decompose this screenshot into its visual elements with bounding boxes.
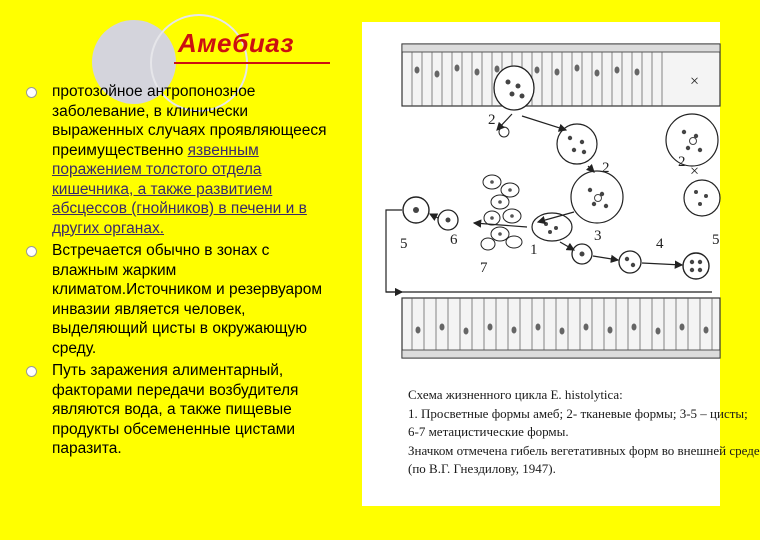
- label-2: 2: [678, 154, 686, 170]
- bullet-line: Путь заражения алиментарный,: [52, 362, 284, 379]
- link-text[interactable]: язвенным: [187, 141, 259, 159]
- label-6: 6: [450, 232, 458, 248]
- life-cycle-figure: [362, 22, 760, 506]
- bullet-line: факторами передачи возбудителя: [52, 381, 299, 399]
- caption-line: (по В.Г. Гнездилову, 1947).: [408, 461, 556, 476]
- link-text[interactable]: кишечника, а также развитием: [52, 180, 273, 198]
- bullet-line: протозойное антропонозное: [52, 83, 256, 100]
- cycle-arrows: [386, 114, 712, 292]
- death-mark: ×: [690, 163, 700, 180]
- lower-epithelium: [402, 298, 720, 358]
- bullet-line: продукты обсемененные цистами: [52, 420, 296, 438]
- bullet-line: выраженных случаях проявляющееся: [52, 122, 327, 139]
- death-mark: ×: [690, 73, 700, 90]
- title-underline: [174, 62, 330, 64]
- label-2: 2: [488, 112, 496, 128]
- caption-line: 6-7 метацистические формы.: [408, 424, 569, 439]
- lumen-forms: [481, 175, 572, 250]
- link-text[interactable]: поражением толстого отдела: [52, 161, 262, 178]
- figure-caption: [408, 386, 760, 479]
- bullet-icon: [26, 87, 37, 98]
- label-1: 1: [530, 242, 538, 258]
- bullet-line: [52, 141, 366, 161]
- bullet-item: [26, 241, 366, 358]
- bullet-line-text: преимущественно: [52, 141, 188, 159]
- bullet-line: выделяющий цисты в окружающую: [52, 320, 308, 337]
- bullet-line: паразита.: [52, 440, 122, 457]
- slide-title: Амебиаз: [178, 28, 294, 58]
- label-7: 7: [480, 260, 488, 276]
- bullet-list: [26, 82, 366, 462]
- tissue-forms: [499, 114, 720, 223]
- label-3: 3: [594, 228, 602, 244]
- bullet-item: [26, 82, 366, 238]
- bullet-line: климатом.Источником и резервуаром: [52, 281, 323, 298]
- bullet-item: [26, 361, 366, 459]
- upper-epithelium: [402, 44, 720, 110]
- label-5: 5: [712, 232, 720, 248]
- bullet-line: Встречается обычно в зонах с: [52, 242, 270, 259]
- label-2: 2: [602, 160, 610, 176]
- bullet-line: влажным жарким: [52, 261, 177, 279]
- bullet-icon: [26, 366, 37, 377]
- label-4: 4: [656, 236, 664, 252]
- bullet-line: инвазии является человек,: [52, 300, 246, 318]
- caption-line: Схема жизненного цикла E. histolytica:: [408, 387, 623, 402]
- bullet-line: заболевание, в клинически: [52, 102, 248, 120]
- link-text[interactable]: других органах.: [52, 219, 165, 237]
- caption-line: 1. Просветные формы амеб; 2- тканевые формы; 3-5 – цисты;: [408, 405, 748, 421]
- bullet-line: являются вода, а также пищевые: [52, 401, 292, 418]
- label-5: 5: [400, 236, 408, 252]
- caption-line: Значком отмечена гибель вегетативных форм во внешней среде: [408, 442, 760, 458]
- link-text[interactable]: абсцессов (гнойников) в печени и в: [52, 200, 307, 217]
- bullet-line: среду.: [52, 339, 97, 357]
- bullet-icon: [26, 246, 37, 257]
